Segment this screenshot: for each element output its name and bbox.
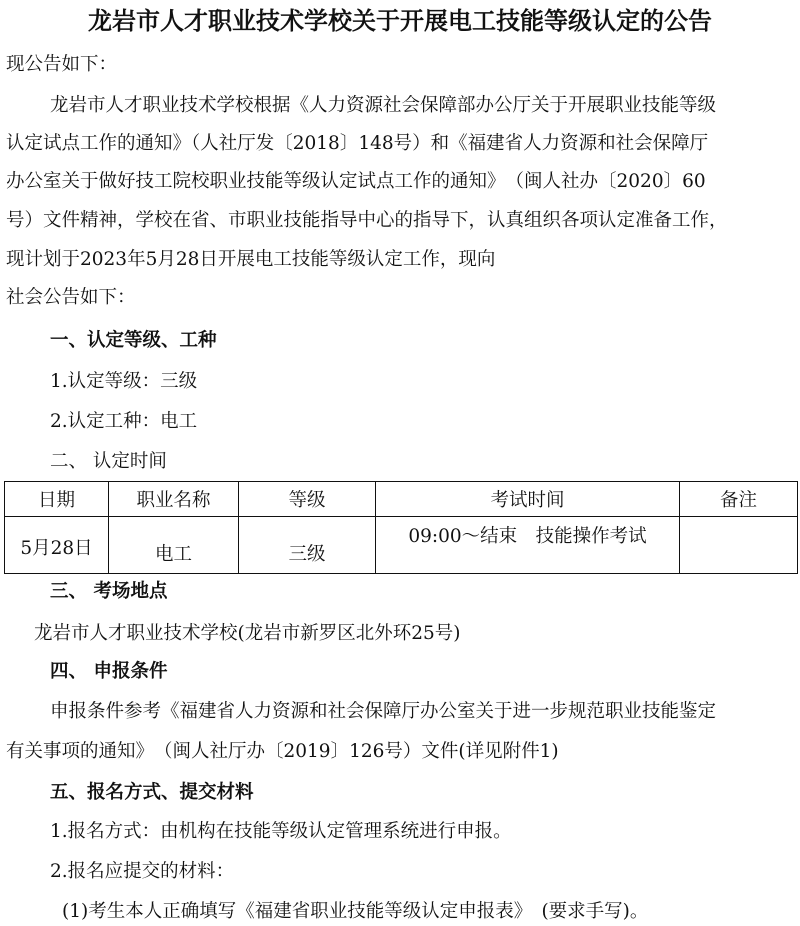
section-heading-registration: 五、报名方式、提交材料 (50, 782, 254, 803)
table-header-cell: 日期 (5, 482, 109, 517)
paragraph-line: 认定试点工作的通知》（人社厅发〔2018〕148号）和《福建省人力资源和社会保障厅 (6, 133, 709, 154)
section-heading-level: 一、认定等级、工种 (50, 330, 217, 351)
table-header-cell: 备注 (680, 482, 798, 517)
table-cell-occupation (109, 517, 239, 574)
table-cell-date (5, 517, 109, 574)
paragraph-line: 龙岩市人才职业技术学校根据《人力资源社会保障部办公厅关于开展职业技能等级 (50, 95, 717, 116)
list-item: 1.认定等级：三级 (50, 371, 198, 392)
table-header-row (5, 482, 798, 517)
cell-text: 电工 (154, 544, 192, 565)
section-heading-conditions: 四、 申报条件 (50, 661, 168, 682)
list-item: 1.报名方式：由机构在技能等级认定管理系统进行申报。 (50, 821, 512, 842)
list-item: 2.认定工种：电工 (50, 411, 198, 432)
paragraph-line: 号）文件精神，学校在省、市职业技能指导中心的指导下，认真组织各项认定准备工作， (6, 210, 728, 231)
table-header-cell: 职业名称 (109, 482, 239, 517)
schedule-table (4, 481, 798, 574)
list-item: 2.报名应提交的材料： (50, 861, 235, 882)
table-cell-exam-time (376, 517, 680, 574)
page-title: 龙岩市人才职业技术学校关于开展电工技能等级认定的公告 (88, 7, 712, 35)
table-header-cell: 等级 (239, 482, 376, 517)
table-cell-remark (680, 517, 798, 574)
paragraph-line: 申报条件参考《福建省人力资源和社会保障厅办公室关于进一步规范职业技能鉴定 (50, 701, 717, 722)
paragraph-line: 现计划于2023年5月28日开展电工技能等级认定工作，现向 (6, 249, 496, 270)
paragraph-line: 有关事项的通知》 （闽人社厅办〔2019〕126号）文件(详见附件1) (6, 741, 559, 762)
cell-text: 三级 (288, 544, 326, 565)
table-header-cell: 考试时间 (376, 482, 680, 517)
location-text: 龙岩市人才职业技术学校(龙岩市新罗区北外环25号) (34, 623, 461, 644)
table-row (5, 517, 798, 574)
sub-list-item: (1)考生本人正确填写《福建省职业技能等级认定申报表》 (要求手写)。 (62, 901, 649, 922)
paragraph-line: 社会公告如下： (6, 287, 136, 308)
paragraph-line: 办公室关于做好技工院校职业技能等级认定试点工作的通知》 （闽人社办〔2020〕60 (6, 171, 706, 192)
cell-text: 5月28日 (20, 538, 93, 559)
section-heading-time: 二、 认定时间 (50, 451, 167, 472)
table-cell-level (239, 517, 376, 574)
section-heading-location: 三、 考场地点 (50, 581, 168, 602)
intro-text: 现公告如下： (6, 54, 118, 75)
cell-text: 09:00～结束 技能操作考试 (408, 526, 647, 547)
